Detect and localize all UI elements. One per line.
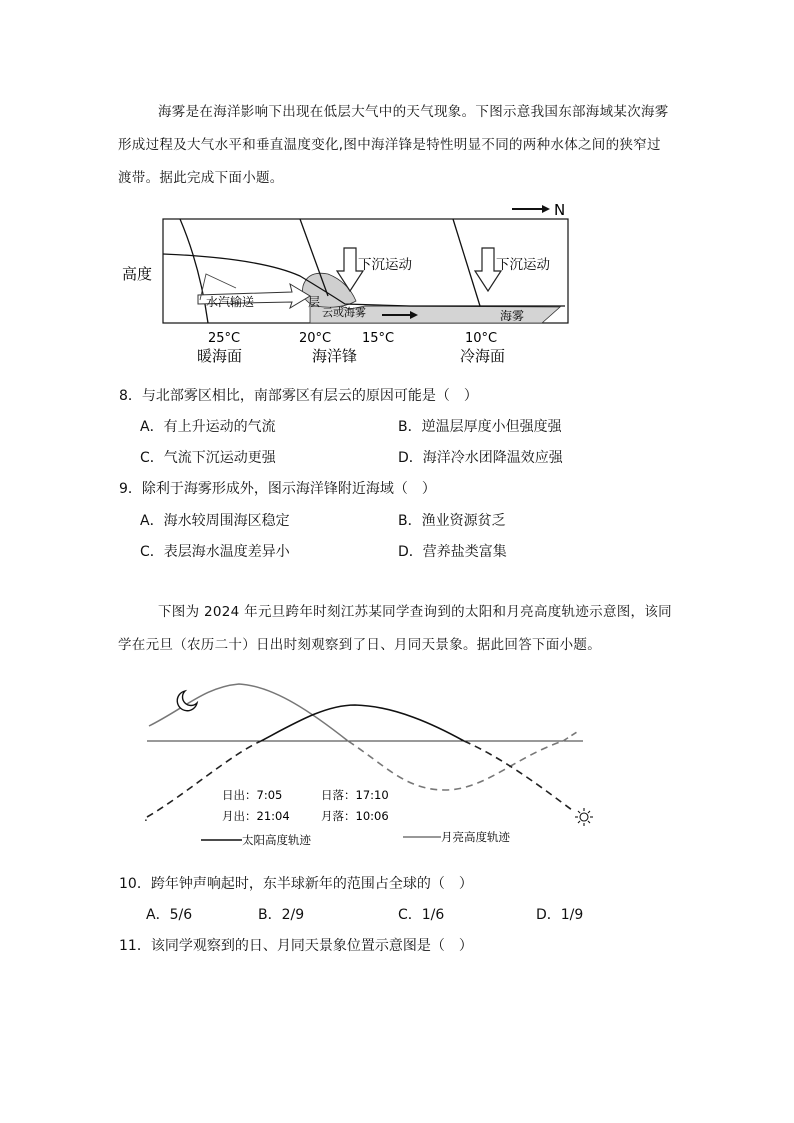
q9-option-d: D．营养盐类富集: [398, 544, 507, 560]
sea-fog-diagram: [110, 196, 590, 368]
q9-option-c: C．表层海水温度差异小: [140, 544, 290, 560]
stratus-label: 层: [308, 295, 321, 309]
q8-option-b: B．逆温层厚度小但强度强: [398, 419, 562, 435]
sun-moon-trajectory-diagram: [135, 675, 615, 855]
cold-sea-label: 冷海面: [460, 347, 506, 365]
moonset-time: 月落：10:06: [321, 809, 389, 823]
q10-option-b: B．2/9: [258, 907, 305, 923]
temp-10: 10°C: [465, 331, 498, 346]
intro2-line-2: 学在元旦（农历二十）日出时刻观察到了日、月同天景象。据此回答下面小题。: [118, 637, 601, 653]
moonrise-time: 月出：21:04: [222, 809, 290, 823]
north-label: N: [554, 201, 566, 219]
moon-trajectory-legend: 月亮高度轨迹: [441, 830, 510, 844]
question-8: 8．与北部雾区相比，南部雾区有层云的原因可能是（ ）: [119, 388, 478, 404]
crescent-moon-icon: [177, 691, 197, 711]
sun-trajectory-legend: 太阳高度轨迹: [242, 833, 311, 847]
q10-option-c: C．1/6: [398, 907, 445, 923]
sinking-motion-label-1: 下沉运动: [358, 257, 412, 273]
dot-mark: .: [144, 810, 148, 824]
question-10: 10．跨年钟声响起时，东半球新年的范围占全球的（ ）: [119, 876, 473, 892]
q8-option-a: A．有上升运动的气流: [140, 419, 276, 435]
cloud-or-fog-label: 云或海雾: [322, 306, 366, 319]
q10-option-a: A．5/6: [146, 907, 193, 923]
intro-paragraph-1: [118, 96, 678, 195]
q8-option-c: C．气流下沉运动更强: [140, 450, 276, 466]
vapor-transport-label: 水汽输送: [206, 295, 255, 309]
warm-sea-label: 暖海面: [197, 347, 243, 365]
sunrise-time: 日出：7:05: [222, 788, 283, 802]
temp-25: 25°C: [208, 331, 241, 346]
question-9: 9．除利于海雾形成外，图示海洋锋附近海域（ ）: [119, 481, 436, 497]
q8-option-d: D．海洋冷水团降温效应强: [398, 450, 563, 466]
intro1-line-2: 形成过程及大气水平和垂直温度变化,图中海洋锋是特性明显不同的两种水体之间的狭窄过: [118, 137, 661, 153]
ocean-front-label: 海洋锋: [312, 347, 358, 365]
sun-icon: [575, 808, 593, 826]
height-axis-label: 高度: [122, 265, 153, 283]
temp-15: 15°C: [362, 331, 395, 346]
intro1-line-1: 海雾是在海洋影响下出现在低层大气中的天气现象。下图示意我国东部海域某次海雾: [158, 104, 669, 120]
temp-20: 20°C: [299, 331, 332, 346]
sinking-motion-label-2: 下沉运动: [496, 257, 550, 273]
intro1-line-3: 渡带。据此完成下面小题。: [118, 170, 284, 186]
sea-fog-label: 海雾: [500, 309, 525, 323]
q9-option-b: B．渔业资源贫乏: [398, 513, 506, 529]
q10-option-d: D．1/9: [536, 907, 584, 923]
sunset-time: 日落：17:10: [321, 788, 389, 802]
intro2-line-1: 下图为 2024 年元旦跨年时刻江苏某同学查询到的太阳和月亮高度轨迹示意图，该同: [158, 604, 672, 620]
q9-option-a: A．海水较周围海区稳定: [140, 513, 290, 529]
question-11: 11．该同学观察到的日、月同天景象位置示意图是（ ）: [119, 938, 473, 954]
intro-paragraph-2: [118, 596, 678, 662]
